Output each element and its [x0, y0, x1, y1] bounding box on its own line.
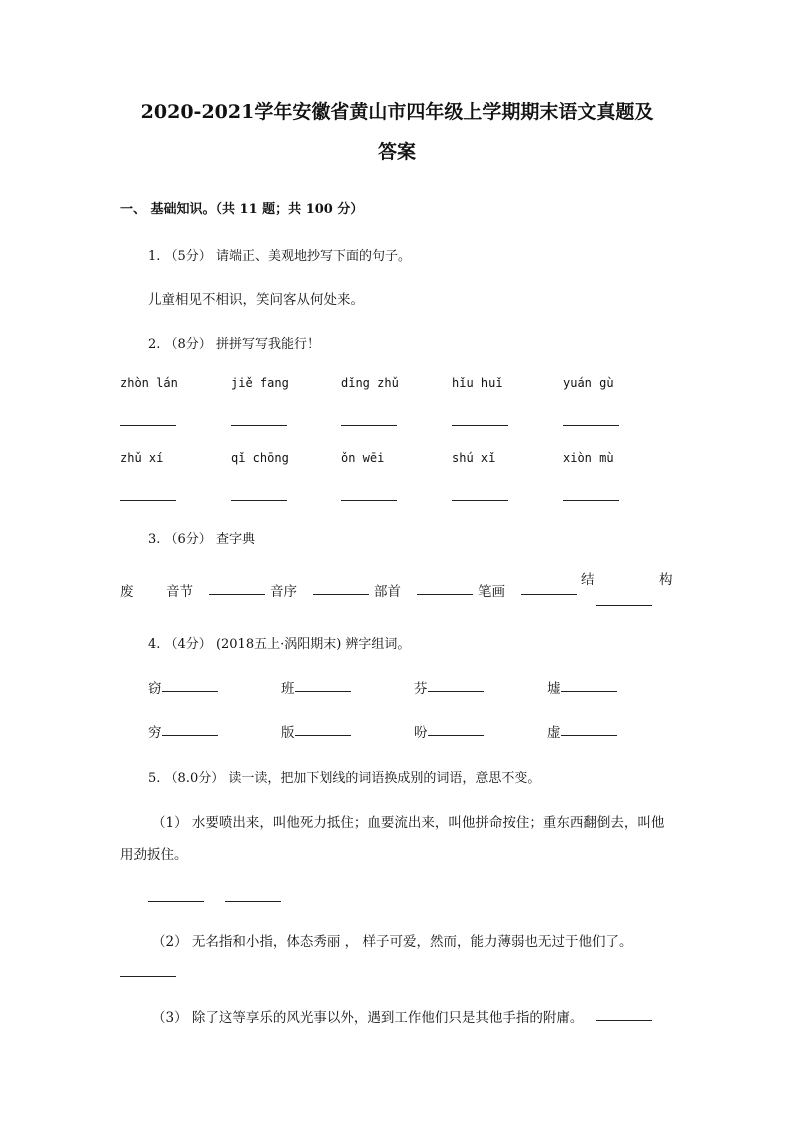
word-char: 穷	[148, 725, 162, 741]
passage-1-line-2: 用劲扳住。	[120, 847, 188, 863]
section-heading: 一、 基础知识。（共 11 题；共 100 分）	[120, 202, 364, 217]
answer-blank[interactable]	[341, 500, 397, 501]
answer-blank[interactable]	[148, 901, 204, 902]
answer-blank[interactable]	[428, 691, 484, 692]
passage-1-line-1: （1） 水要喷出来，叫他死力抵住；血要流出来，叫他拼命按住；重东西翻倒去，叫他	[152, 815, 665, 831]
answer-blank[interactable]	[295, 735, 351, 736]
passage-2: （2） 无名指和小指，体态秀丽 ， 样子可爱，然而，能力薄弱也无过于他们了。	[152, 934, 633, 950]
field-label-order: 音序	[270, 584, 297, 600]
field-label-radical: 部首	[374, 584, 401, 600]
answer-blank[interactable]	[596, 605, 652, 606]
question-5-label: 5. （8.0分） 读一读，把加下划线的词语换成别的词语，意思不变。	[148, 771, 541, 786]
word-char: 班	[281, 681, 295, 697]
pinyin-1-2: jiě fang	[231, 376, 289, 390]
question-1-label: 1. （5分） 请端正、美观地抄写下面的句子。	[148, 249, 411, 264]
answer-blank[interactable]	[120, 500, 176, 501]
pinyin-2-5: xiòn mù	[563, 451, 614, 465]
answer-blank[interactable]	[561, 735, 617, 736]
answer-blank[interactable]	[521, 594, 577, 595]
answer-blank[interactable]	[225, 901, 281, 902]
answer-blank[interactable]	[162, 735, 218, 736]
pinyin-1-5: yuán gù	[563, 376, 614, 390]
page-title-line1: 2020-2021学年安徽省黄山市四年级上学期期末语文真题及	[140, 101, 654, 123]
word-char: 窃	[148, 681, 162, 697]
answer-blank[interactable]	[428, 735, 484, 736]
answer-blank[interactable]	[231, 500, 287, 501]
pinyin-2-3: ǒn wēi	[341, 451, 385, 465]
pinyin-1-4: hǐu huǐ	[452, 376, 503, 390]
answer-blank[interactable]	[417, 594, 473, 595]
question-2-label: 2. （8分） 拼拼写写我能行！	[148, 337, 320, 352]
pinyin-2-4: shú xǐ	[452, 451, 496, 465]
answer-blank[interactable]	[563, 425, 619, 426]
word-char: 芬	[414, 681, 428, 697]
dictionary-char: 废	[120, 584, 134, 600]
answer-blank[interactable]	[120, 425, 176, 426]
answer-blank[interactable]	[120, 976, 176, 977]
answer-blank[interactable]	[452, 500, 508, 501]
answer-blank[interactable]	[452, 425, 508, 426]
answer-blank[interactable]	[313, 594, 369, 595]
question-1-sentence: 儿童相见不相识，笑问客从何处来。	[148, 292, 364, 308]
answer-blank[interactable]	[295, 691, 351, 692]
answer-blank[interactable]	[563, 500, 619, 501]
answer-blank[interactable]	[162, 691, 218, 692]
answer-blank[interactable]	[561, 691, 617, 692]
question-4-label: 4. （4分） (2018五上·涡阳期末) 辨字组词。	[148, 637, 411, 652]
answer-blank[interactable]	[209, 594, 265, 595]
word-char: 墟	[547, 681, 561, 697]
pinyin-1-1: zhòn lán	[120, 376, 178, 390]
field-label-structure-2: 构	[659, 572, 673, 588]
field-label-strokes: 笔画	[478, 584, 505, 600]
word-char: 版	[281, 725, 295, 741]
field-label-syllable: 音节	[166, 584, 193, 600]
field-label-structure-1: 结	[581, 572, 595, 588]
word-char: 虚	[547, 725, 561, 741]
answer-blank[interactable]	[231, 425, 287, 426]
answer-blank[interactable]	[596, 1020, 652, 1021]
pinyin-2-1: zhǔ xí	[120, 451, 164, 465]
pinyin-2-2: qǐ chōng	[231, 451, 289, 465]
passage-3: （3） 除了这等享乐的风光事以外，遇到工作他们只是其他手指的附庸。	[152, 1010, 584, 1026]
answer-blank[interactable]	[341, 425, 397, 426]
question-3-label: 3. （6分） 查字典	[148, 532, 255, 547]
word-char: 吩	[414, 725, 428, 741]
pinyin-1-3: dǐng zhǔ	[341, 376, 399, 390]
page-title-line2: 答案	[377, 141, 416, 163]
